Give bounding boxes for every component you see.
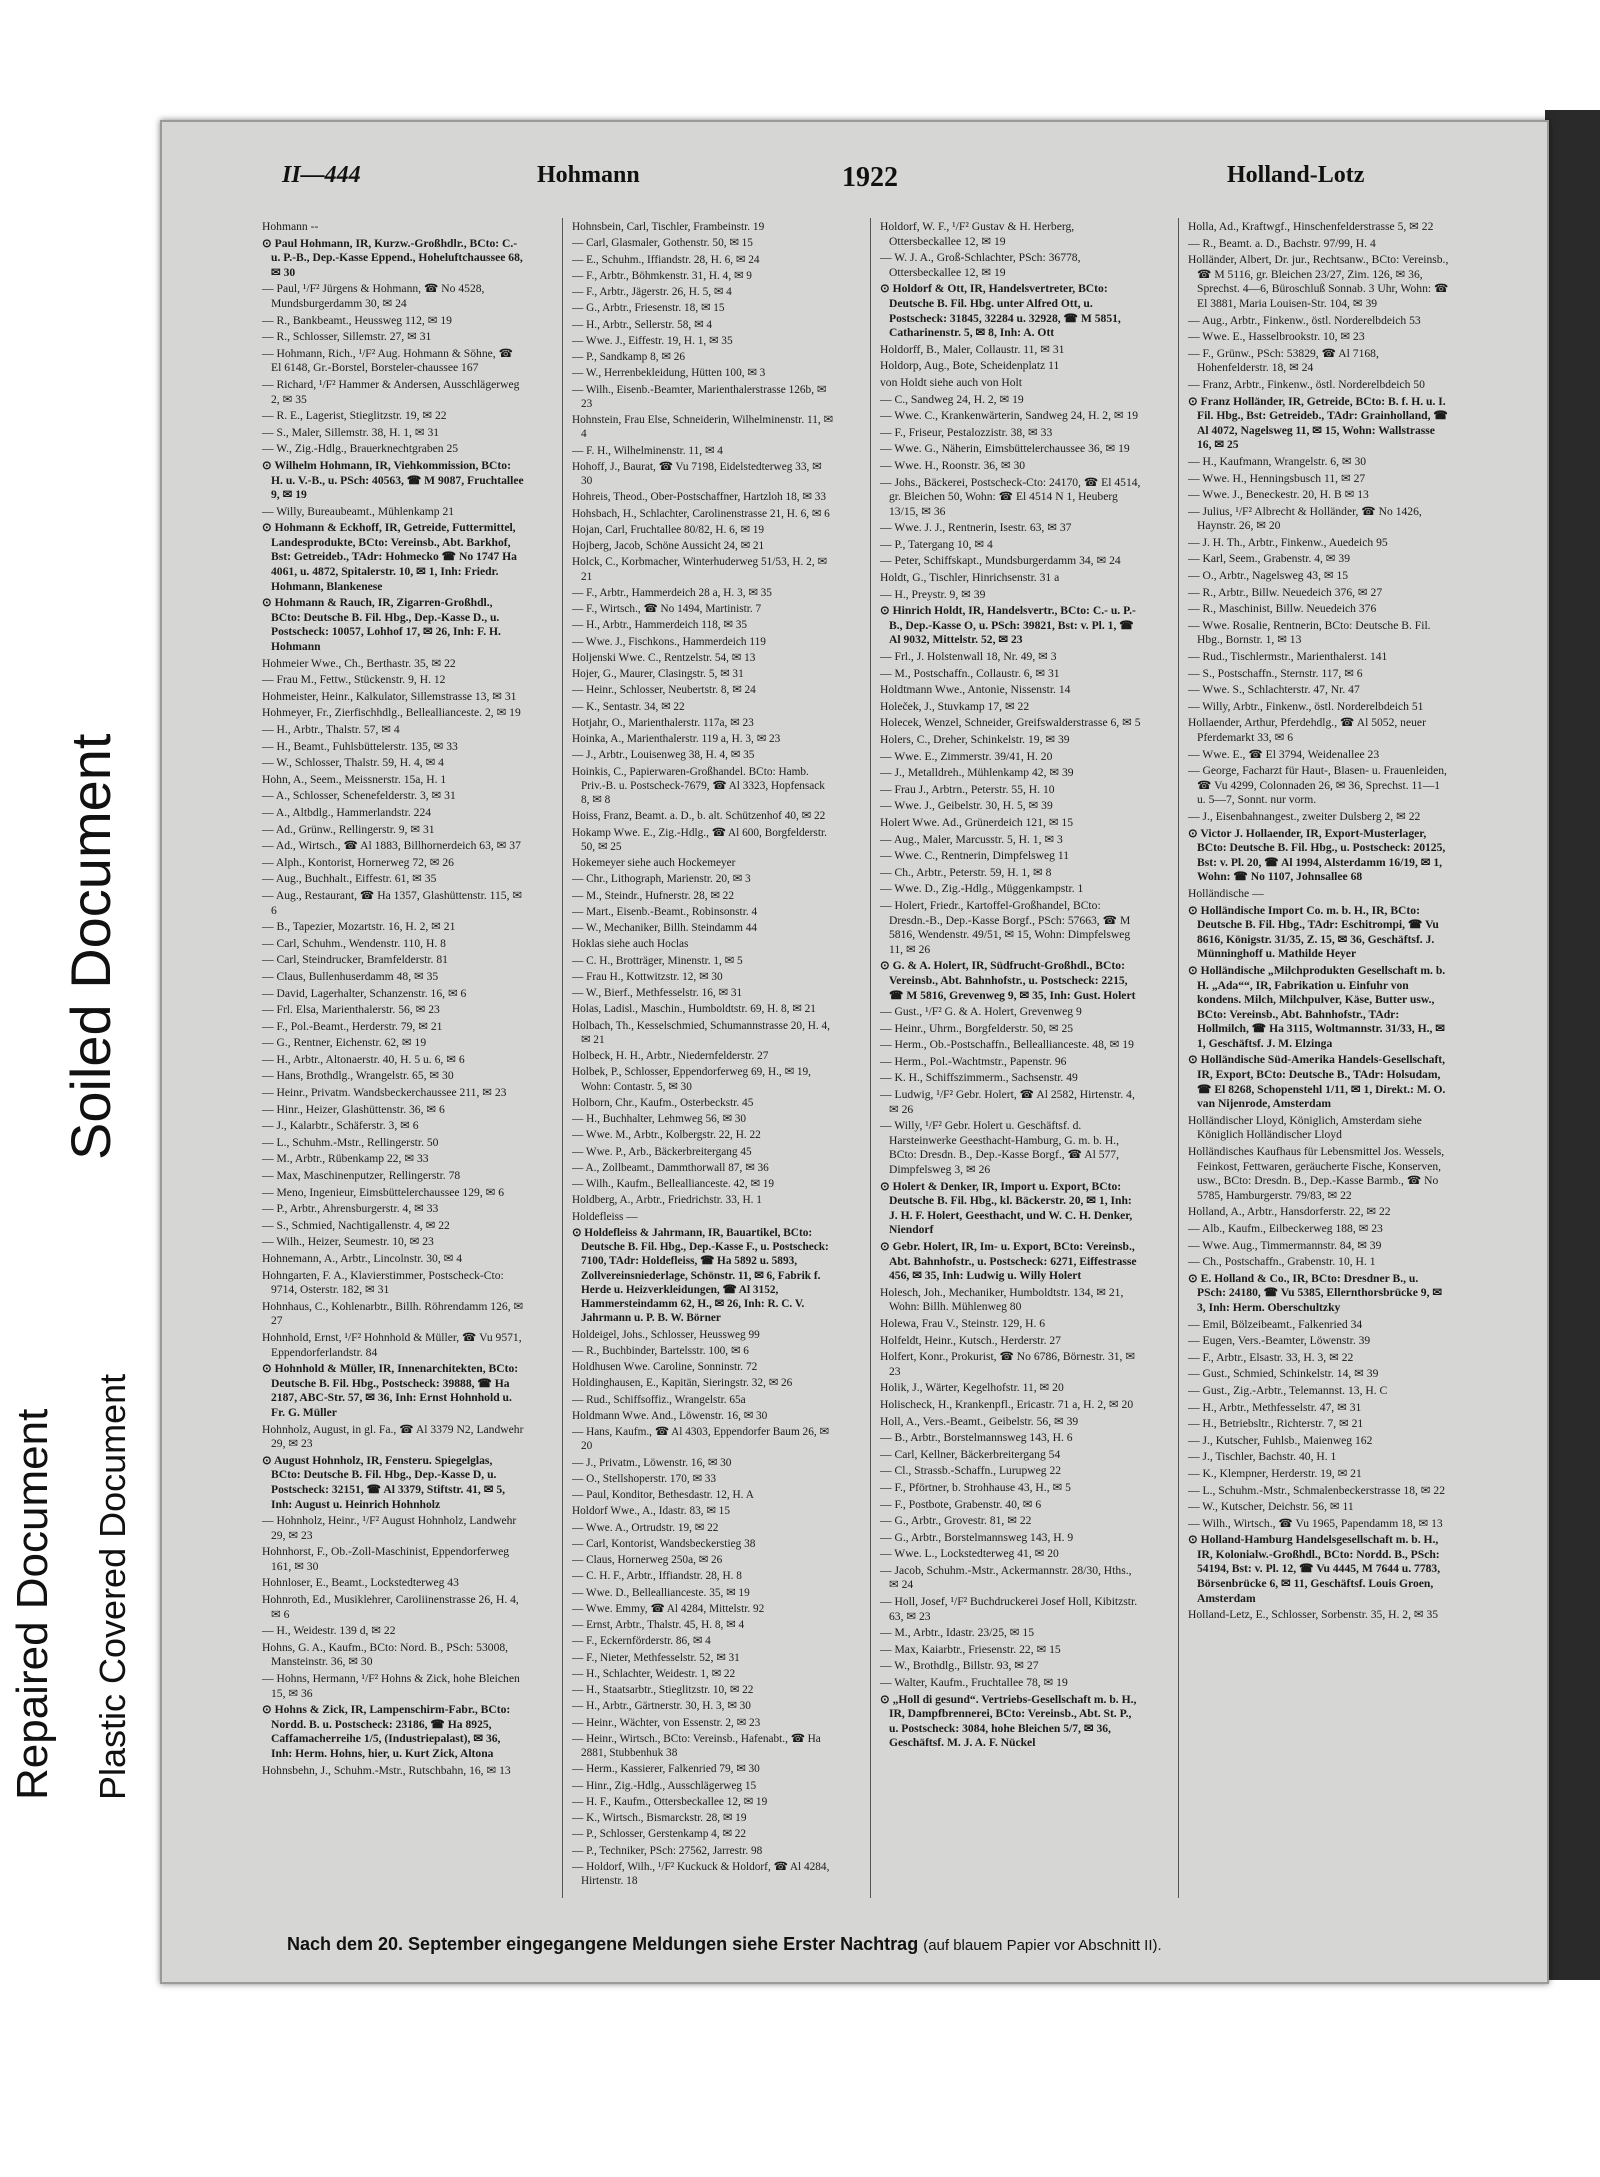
directory-entry: — Gust., Zig.-Arbtr., Telemannst. 13, H. C (1188, 1383, 1388, 1397)
directory-entry: — Eugen, Vers.-Beamter, Löwenstr. 39 (1188, 1334, 1371, 1348)
footer-normal-text: (auf blauem Papier vor Abschnitt II). (923, 1937, 1162, 1954)
directory-entry: — Gust., ¹/F² G. & A. Holert, Grevenweg 9 (880, 1005, 1082, 1019)
header-first-name: Hohmann (537, 162, 640, 188)
directory-entry: — F., Grünw., PSch: 53829, ☎ Al 7168, Hohenfelderstr. 18, ✉ 24 (1188, 346, 1379, 375)
directory-entry: — G., Arbtr., Friesenstr. 18, ✉ 15 (572, 302, 725, 315)
directory-entry: Holeček, J., Stuvkamp 17, ✉ 22 (880, 699, 1030, 713)
directory-entry: — W., Bierf., Methfesselstr. 16, ✉ 31 (572, 987, 743, 999)
directory-entry: ⊙ Hohnhold & Müller, IR, Innenarchitekten, BCto: Deutsche B. Fil. Hbg., Postscheck: 39888, ☎ Ha 2187, ABC-Str. 57, ✉ 36, Inh: Ernst Hohnhold u. Fr. G. Müller (262, 1362, 519, 1419)
directory-entry: Hoklas siehe auch Hoclas (572, 938, 689, 951)
directory-entry: — M., Arbtr., Rübenkamp 22, ✉ 33 (262, 1152, 429, 1166)
directory-entry: Hohsbach, H., Schlachter, Carolinenstrasse 21, H. 6, ✉ 6 (572, 507, 830, 520)
directory-entry: — Peter, Schiffskapt., Mundsburgerdamm 34, ✉ 24 (880, 554, 1121, 568)
directory-entry: Holert Wwe. Ad., Grünerdeich 121, ✉ 15 (880, 815, 1074, 829)
directory-entry: Hojberg, Jacob, Schöne Aussicht 24, ✉ 21 (572, 540, 765, 552)
directory-entry: — Wwe. H., Roonstr. 36, ✉ 30 (880, 458, 1026, 472)
directory-entry: — H., Schlachter, Weidestr. 1, ✉ 22 (572, 1667, 736, 1680)
directory-entry: — Ch., Postschaffn., Grabenstr. 10, H. 1 (1188, 1255, 1376, 1269)
directory-entry: Holl, A., Vers.-Beamt., Geibelstr. 56, ✉ 39 (880, 1414, 1079, 1428)
directory-entry: — P., Tatergang 10, ✉ 4 (880, 537, 993, 551)
directory-entry: — K., Klempner, Herderstr. 19, ✉ 21 (1188, 1466, 1362, 1480)
directory-entry: Hohngarten, F. A., Klavierstimmer, Postscheck-Cto: 9714, Osterstr. 182, ✉ 31 (262, 1268, 504, 1297)
directory-entry: Holla, Ad., Kraftwgf., Hinschenfelderstrasse 5, ✉ 22 (1188, 220, 1434, 233)
directory-entry: Holdorp, Aug., Bote, Scheidenplatz 11 (880, 359, 1060, 373)
directory-entry: Hohmann -- (262, 220, 319, 233)
directory-entry: Holdinghausen, E., Kapitän, Sieringstr. 32, ✉ 26 (572, 1377, 793, 1390)
directory-entry: — Wwe. J., Beneckestr. 20, H. B ✉ 13 (1188, 488, 1369, 502)
directory-entry: — W., Brothdlg., Billstr. 93, ✉ 27 (880, 1659, 1039, 1673)
directory-entry: ⊙ August Hohnholz, IR, Fensteru. Spiegelglas, BCto: Deutsche B. Fil. Hbg., Dep.-Kasse D, u. Postscheck: 32151, ☎ Al 3379, Stiftstr. 41, ✉ 5, Inh: August u. Heinrich Hohnholz (262, 1453, 506, 1511)
directory-entry: ⊙ Hohmann & Eckhoff, IR, Getreide, Futtermittel, Landesprodukte, BCto: Vereinsb., Abt. Barkhof, Bst: Getreideb., TAdr: Hohmecko ☎ No 1747 Ha 4061, u. 4872, Spitalerstr. 10, ✉ 1, Inh: Friedr. Hohmann, Blankenese (262, 521, 517, 593)
directory-entry: Holbeck, H. H., Arbtr., Niedernfelderstr. 27 (572, 1050, 769, 1062)
directory-entry: — Franz, Arbtr., Finkenw., östl. Norderelbdeich 50 (1188, 377, 1425, 391)
directory-entry: — Emil, Bölzeibeamt., Falkenried 34 (1188, 1317, 1363, 1331)
directory-entry: ⊙ Holländische Süd-Amerika Handels-Gesellschaft, IR, Export, BCto: Deutsche B., TAdr: Holsudam, ☎ El 8268, Schopenstehl 1/11, ✉ 1, Direkt.: M. O. van Nijenrode, Amsterdam (1188, 1053, 1446, 1111)
directory-entry: — George, Facharzt für Haut-, Blasen- u. Frauenleiden, ☎ Vu 4299, Colonnaden 26, ✉ 36, Sprechst. 11—1 u. 5—7, Sonnt. nur vorm. (1188, 764, 1447, 807)
directory-entry: — P., Techniker, PSch: 27562, Jarrestr. 98 (572, 1844, 763, 1857)
directory-entry: — Herm., Ob.-Postschaffn., Belleallianceste. 48, ✉ 19 (880, 1038, 1134, 1052)
directory-column-2 (572, 220, 834, 1890)
directory-entry: — Wwe. D., Zig.-Hdlg., Müggenkampstr. 1 (880, 882, 1084, 896)
soiled-document-label: Soiled Document (59, 733, 122, 1160)
directory-entry: — Max, Maschinenputzer, Rellingerstr. 78 (262, 1169, 461, 1183)
directory-entry: — Carl, Kontorist, Wandsbeckerstieg 38 (572, 1537, 756, 1550)
directory-entry: — Wwe. J. J., Rentnerin, Isestr. 63, ✉ 37 (880, 521, 1072, 535)
directory-entry: ⊙ Hinrich Holdt, IR, Handelsvertr., BCto: C.- u. P.-B., Dep.-Kasse O, u. PSch: 39821, Bst: v. Pl. 1, ☎ Al 9032, Mittelstr. 52, ✉ 23 (880, 604, 1136, 647)
directory-entry: Holborn, Chr., Kaufm., Osterbeckstr. 45 (572, 1096, 754, 1109)
directory-entry: — Claus, Hornerweg 250a, ✉ 26 (572, 1554, 723, 1566)
directory-entry: — Heinr., Schlosser, Neubertstr. 8, ✉ 24 (572, 684, 756, 697)
directory-entry: Hoiss, Franz, Beamt. a. D., b. alt. Schützenhof 40, ✉ 22 (572, 810, 826, 823)
directory-entry: — Richard, ¹/F² Hammer & Andersen, Ausschlägerweg 2, ✉ 35 (262, 377, 520, 406)
directory-entry: Holdeigel, Johs., Schlosser, Heussweg 99 (572, 1328, 760, 1341)
directory-entry: Holecek, Wenzel, Schneider, Greifswalderstrasse 6, ✉ 5 (880, 716, 1141, 730)
directory-entry: — Heinr., Uhrm., Borgfelderstr. 50, ✉ 25 (880, 1021, 1074, 1035)
directory-entry: — Wwe. E., ☎ El 3794, Weidenallee 23 (1188, 747, 1380, 761)
header-year: 1922 (842, 162, 898, 193)
directory-entry: Hohnhaus, C., Kohlenarbtr., Billh. Röhrendamm 126, ✉ 27 (262, 1299, 524, 1328)
directory-entry: Holland-Letz, E., Schlosser, Sorbenstr. 35, H. 2, ✉ 35 (1188, 1608, 1439, 1622)
column-rule (1178, 218, 1179, 1898)
directory-entry: — Johs., Bäckerei, Postscheck-Cto: 24170, ☎ El 4514, gr. Bleichen 50, Wohn: ☎ El 4514 N 1, Heuberg 13/15, ✉ 36 (880, 475, 1141, 518)
directory-entry: — H., Arbtr., Hammerdeich 118, ✉ 35 (572, 619, 748, 632)
directory-entry: Hohoff, J., Baurat, ☎ Vu 7198, Eidelstedterweg 33, ✉ 30 (572, 460, 822, 487)
directory-entry: Hollaender, Arthur, Pferdehdlg., ☎ Al 5052, neuer Pferdemarkt 33, ✉ 6 (1188, 716, 1426, 744)
directory-entry: — A., Altbdlg., Hammerlandstr. 224 (262, 805, 432, 819)
directory-entry: Hohnroth, Ed., Musiklehrer, Caroliinenstrasse 26, H. 4, ✉ 6 (262, 1593, 519, 1621)
directory-entry: — Frau J., Arbtrn., Peterstr. 55, H. 10 (880, 782, 1055, 796)
adjacent-page-edge (1545, 110, 1600, 1980)
directory-entry: — Hinr., Zig.-Hdlg., Ausschlägerweg 15 (572, 1779, 757, 1792)
directory-entry: — W. J. A., Groß-Schlachter, PSch: 36778, Ottersbeckallee 12, ✉ 19 (880, 251, 1081, 279)
directory-entry: — Wwe. G., Näherin, Eimsbüttelerchaussee 36, ✉ 19 (880, 442, 1130, 456)
directory-entry: Holfert, Konr., Prokurist, ☎ No 6786, Börnestr. 31, ✉ 23 (880, 1350, 1136, 1378)
directory-entry: — Alph., Kontorist, Hornerweg 72, ✉ 26 (262, 855, 454, 869)
directory-entry: — Wwe. S., Schlachterstr. 47, Nr. 47 (1188, 683, 1360, 697)
directory-entry: — B., Tapezier, Mozartstr. 16, H. 2, ✉ 21 (262, 920, 456, 934)
directory-entry: — H., Arbtr., Thalstr. 57, ✉ 4 (262, 723, 400, 736)
directory-entry: Holländer, Albert, Dr. jur., Rechtsanw., BCto: Vereinsb., ☎ M 5116, gr. Bleichen 23/27, Zim. 126, ✉ 36, Sprechst. 4—6, Büroschluß Sonnab. 3 Uhr, Wohn: ☎ El 3881, Maria Louisen-Str. 104, ✉ 39 (1188, 253, 1449, 310)
directory-entry: Holländischer Lloyd, Königlich, Amsterdam siehe Königlich Holländischer Lloyd (1188, 1113, 1422, 1142)
directory-entry: Holland, A., Arbtr., Hansdorferstr. 22, ✉ 22 (1188, 1205, 1391, 1219)
directory-entry: ⊙ Wilhelm Hohmann, IR, Viehkommission, BCto: H. u. V.-B., u. PSch: 40563, ☎ M 9087, Fruchtallee 9, ✉ 19 (262, 458, 524, 502)
directory-entry: Holjenski Wwe. C., Rentzelstr. 54, ✉ 13 (572, 651, 756, 664)
directory-entry: — M., Steindr., Hufnerstr. 28, ✉ 22 (572, 889, 734, 902)
directory-entry: — C. H., Brotträger, Minenstr. 1, ✉ 5 (572, 954, 743, 967)
directory-entry: — Wwe. Aug., Timmermannstr. 84, ✉ 39 (1188, 1238, 1382, 1252)
directory-entry: — H., Arbtr., Gärtnerstr. 30, H. 3, ✉ 30 (572, 1700, 751, 1713)
directory-entry: — S., Postschaffn., Sternstr. 117, ✉ 6 (1188, 666, 1363, 680)
directory-entry: — W., Zig.-Hdlg., Brauerknechtgraben 25 (262, 442, 459, 456)
directory-entry: — O., Arbtr., Nagelsweg 43, ✉ 15 (1188, 569, 1349, 583)
directory-entry: ⊙ Holländische „Milchprodukten Gesellschaft m. b. H. „Ada““, IR, Fabrikation u. Einfuhr von kondens. Milch, Milchpulver, Käse, Butter usw., BCto: Vereinsb., Abt. Bahnhofstr., TAdr: Hollmilch, ☎ Ha 3115, Woltmannstr. 31/33, H., ✉ 1, Geschäftsf. J. M. Elzinga (1188, 963, 1446, 1050)
repaired-document-label: Repaired Document (8, 1408, 57, 1800)
directory-entry: — Hohmann, Rich., ¹/F² Aug. Hohmann & Söhne, ☎ El 6148, Gr.-Borstel, Borsteler-chaussee 167 (262, 346, 514, 375)
directory-entry: — R., Arbtr., Billw. Neuedeich 376, ✉ 27 (1188, 585, 1383, 599)
directory-entry: Hohns, G. A., Kaufm., BCto: Nord. B., PSch: 53008, Mansteinstr. 36, ✉ 30 (262, 1640, 509, 1669)
directory-entry: — Claus, Bullenhuserdamm 48, ✉ 35 (262, 969, 439, 983)
directory-entry: Holdefleiss — (572, 1210, 638, 1223)
directory-entry: — Ernst, Arbtr., Thalstr. 45, H. 8, ✉ 4 (572, 1619, 745, 1631)
directory-entry: — Willy, Bureaubeamt., Mühlenkamp 21 (262, 504, 455, 518)
footer-note (287, 1934, 1487, 1955)
directory-entry: — Max, Kaiarbtr., Friesenstr. 22, ✉ 15 (880, 1642, 1061, 1656)
directory-entry: — Carl, Kellner, Bäckerbreitergang 54 (880, 1447, 1061, 1461)
directory-entry: Hojer, G., Maurer, Clasingstr. 5, ✉ 31 (572, 668, 744, 680)
directory-entry: Holbek, P., Schlosser, Eppendorferweg 69, H., ✉ 19, Wohn: Contastr. 5, ✉ 30 (572, 1066, 811, 1093)
directory-entry: — Wwe. C., Rentnerin, Dimpfelsweg 11 (880, 849, 1070, 863)
directory-entry: — W., Mechaniker, Billh. Steindamm 44 (572, 922, 757, 934)
directory-entry: — Wwe. A., Ortrudstr. 19, ✉ 22 (572, 1521, 719, 1534)
directory-entry: — Aug., Buchhalt., Eiffestr. 61, ✉ 35 (262, 872, 437, 886)
directory-entry: Holdmann Wwe. And., Löwenstr. 16, ✉ 30 (572, 1409, 768, 1422)
directory-entry: — Wwe. J., Eiffestr. 19, H. 1, ✉ 35 (572, 334, 733, 347)
directory-entry: — Meno, Ingenieur, Eimsbüttelerchaussee 129, ✉ 6 (262, 1185, 505, 1199)
directory-entry: — R., Schlosser, Sillemstr. 27, ✉ 31 (262, 330, 432, 344)
directory-entry: — Wilh., Kaufm., Belleallianceste. 42, ✉ 19 (572, 1178, 775, 1190)
directory-entry: — Frau H., Kottwitzstr. 12, ✉ 30 (572, 970, 723, 983)
directory-entry: — Heinr., Privatm. Wandsbeckerchaussee 211, ✉ 23 (262, 1086, 507, 1100)
directory-entry: — Wwe. L., Lockstedterweg 41, ✉ 20 (880, 1547, 1059, 1561)
directory-entry: Holdtmann Wwe., Antonie, Nissenstr. 14 (880, 683, 1071, 697)
directory-entry: — Rud., Schiffsoffiz., Wrangelstr. 65a (572, 1393, 746, 1406)
directory-entry: Holdberg, A., Arbtr., Friedrichstr. 33, H. 1 (572, 1194, 762, 1207)
directory-entry: — C. H. F., Arbtr., Iffiandstr. 28, H. 8 (572, 1570, 742, 1583)
directory-entry: Hohnstein, Frau Else, Schneiderin, Wilhelminenstr. 11, ✉ 4 (572, 414, 833, 441)
directory-entry: ⊙ Paul Hohmann, IR, Kurzw.-Großhdlr., BCto: C.- u. P.-B., Dep.-Kasse Eppend., Hoheluftchaussee 68, ✉ 30 (262, 236, 523, 279)
directory-entry: ⊙ Holdefleiss & Jahrmann, IR, Bauartikel, BCto: Deutsche B. Fil. Hbg., Dep.-Kasse F., u. Postscheck: 7100, TAdr: Holdefleiss, ☎ Ha 5892 u. 5893, Zollvereinsniederlage, Schönstr. 11, ✉ 6, Fabrik f. Herde u. Heizverkleidungen, ☎ Al 3152, Hammersteindamm 62, H., ✉ 26, Inh: R. C. V. Jahrmann u. P. B. W. Börner (572, 1226, 829, 1325)
directory-entry: ⊙ G. & A. Holert, IR, Südfrucht-Großhdl., BCto: Vereinsb., Abt. Bahnhofstr., u. Postscheck: 2215, ☎ M 5816, Grevenweg 9, ✉ 35, Inh: Gust. Holert (880, 959, 1136, 1002)
directory-entry: — S., Maler, Sillemstr. 38, H. 1, ✉ 31 (262, 425, 440, 439)
directory-entry: — F., Eckernförderstr. 86, ✉ 4 (572, 1635, 711, 1648)
directory-entry: — Wwe. E., Hasselbrookstr. 10, ✉ 23 (1188, 330, 1365, 344)
directory-entry: — J., Tischler, Bachstr. 40, H. 1 (1188, 1450, 1337, 1464)
column-rule (562, 218, 563, 1898)
directory-entry: — Wwe. J., Geibelstr. 30, H. 5, ✉ 39 (880, 799, 1053, 813)
directory-entry: — Ad., Grünw., Rellingerstr. 9, ✉ 31 (262, 822, 435, 836)
directory-entry: Holik, J., Wärter, Kegelhofstr. 11, ✉ 20 (880, 1381, 1064, 1395)
directory-entry: — W., Herrenbekleidung, Hütten 100, ✉ 3 (572, 367, 766, 380)
directory-entry: — Wwe. Emmy, ☎ Al 4284, Mittelstr. 92 (572, 1602, 765, 1615)
directory-entry: — Hinr., Heizer, Glashüttenstr. 36, ✉ 6 (262, 1102, 445, 1116)
directory-entry: — H., Kaufmann, Wrangelstr. 6, ✉ 30 (1188, 454, 1367, 468)
directory-column-3 (880, 220, 1142, 1753)
directory-entry: — Ludwig, ¹/F² Gebr. Holert, ☎ Al 2582, Hirtenstr. 4, ✉ 26 (880, 1088, 1135, 1116)
directory-entry: — H., Betriebsltr., Richterstr. 7, ✉ 21 (1188, 1417, 1364, 1431)
directory-entry: — O., Stellshoperstr. 170, ✉ 33 (572, 1472, 717, 1485)
directory-entry: — Jacob, Schuhm.-Mstr., Ackermannstr. 28/30, Hths., ✉ 24 (880, 1563, 1132, 1592)
directory-entry: — K. H., Schiffszimmerm., Sachsenstr. 49 (880, 1071, 1078, 1085)
directory-entry: Holdhusen Wwe. Caroline, Sonninstr. 72 (572, 1361, 758, 1373)
directory-entry: Holdorf, W. F., ¹/F² Gustav & H. Herberg, Ottersbeckallee 12, ✉ 19 (880, 220, 1075, 248)
directory-entry: — J., Kutscher, Fuhlsb., Maienweg 162 (1188, 1433, 1373, 1447)
directory-entry: — M., Arbtr., Idastr. 23/25, ✉ 15 (880, 1626, 1034, 1640)
directory-entry: — P., Arbtr., Ahrensburgerstr. 4, ✉ 33 (262, 1202, 439, 1216)
directory-entry: — Karl, Seem., Grabenstr. 4, ✉ 39 (1188, 552, 1351, 566)
directory-entry: — R., Beamt. a. D., Bachstr. 97/99, H. 4 (1188, 236, 1376, 250)
directory-entry: — S., Schmied, Nachtigallenstr. 4, ✉ 22 (262, 1218, 450, 1232)
column-rule (870, 218, 871, 1898)
directory-entry: — Heinr., Wächter, von Essenstr. 2, ✉ 23 (572, 1716, 761, 1729)
directory-entry: Holbach, Th., Kesselschmied, Schumannstrasse 20, H. 4, ✉ 21 (572, 1019, 831, 1046)
directory-entry: — M., Postschaffn., Collaustr. 6, ✉ 31 (880, 666, 1060, 680)
directory-entry: — F., Arbtr., Jägerstr. 26, H. 5, ✉ 4 (572, 286, 732, 298)
directory-entry: — Wwe. Rosalie, Rentnerin, BCto: Deutsche B. Fil. Hbg., Bornstr. 1, ✉ 13 (1188, 618, 1431, 647)
directory-entry: — L., Schuhm.-Mstr., Schmalenbeckerstrasse 18, ✉ 22 (1188, 1483, 1446, 1497)
directory-entry: Hohnhorst, F., Ob.-Zoll-Maschinist, Eppendorferweg 161, ✉ 30 (262, 1545, 510, 1573)
directory-entry: — Rud., Tischlermstr., Marienthalerst. 141 (1188, 650, 1388, 664)
directory-entry: Holdorf Wwe., A., Idastr. 83, ✉ 15 (572, 1505, 730, 1518)
directory-entry: — Ad., Wirtsch., ☎ Al 1883, Billhornerdeich 63, ✉ 37 (262, 839, 521, 853)
directory-entry: — W., Schlosser, Thalstr. 59, H. 4, ✉ 4 (262, 756, 444, 770)
directory-entry: Holischeck, H., Krankenpfl., Ericastr. 71 a, H. 2, ✉ 20 (880, 1397, 1134, 1411)
directory-entry: — Walter, Kaufm., Fruchtallee 78, ✉ 19 (880, 1676, 1068, 1690)
plastic-covered-label: Plastic Covered Document (92, 1373, 133, 1800)
directory-entry: — F., Arbtr., Hammerdeich 28 a, H. 3, ✉ 35 (572, 586, 772, 599)
directory-entry: — H., Arbtr., Sellerstr. 58, ✉ 4 (572, 318, 713, 331)
directory-entry: — Willy, Arbtr., Finkenw., östl. Norderelbdeich 51 (1188, 699, 1424, 713)
directory-entry: ⊙ Franz Holländer, IR, Getreide, BCto: B. f. H. u. I. Fil. Hbg., Bst: Getreideb., TAdr: Grainholland, ☎ Al 4072, Nagelsweg 11, ✉ 15, Wohn: Wallstrasse 16, ✉ 25 (1188, 394, 1448, 452)
directory-entry: — J. H. Th., Arbtr., Finkenw., Auedeich 95 (1188, 535, 1388, 549)
directory-entry: — H., Preystr. 9, ✉ 39 (880, 587, 986, 601)
directory-entry: — Wilh., Wirtsch., ☎ Vu 1965, Papendamm 18, ✉ 13 (1188, 1516, 1443, 1530)
directory-entry: — J., Metalldreh., Mühlenkamp 42, ✉ 39 (880, 766, 1074, 780)
directory-entry: — P., Sandkamp 8, ✉ 26 (572, 351, 686, 363)
directory-entry: — P., Schlosser, Gerstenkamp 4, ✉ 22 (572, 1828, 747, 1841)
directory-entry: — J., Privatm., Löwenstr. 16, ✉ 30 (572, 1456, 732, 1469)
directory-entry: Hohreis, Theod., Ober-Postschaffner, Hartzloh 18, ✉ 33 (572, 491, 827, 504)
directory-entry: — Wwe. J., Fischkons., Hammerdeich 119 (572, 635, 766, 648)
directory-entry: — David, Lagerhalter, Schanzenstr. 16, ✉ 6 (262, 986, 467, 1000)
directory-entry: — Aug., Arbtr., Finkenw., östl. Norderelbdeich 53 (1188, 313, 1421, 327)
directory-entry: Holck, C., Korbmacher, Winterhuderweg 51/53, H. 2, ✉ 21 (572, 556, 827, 583)
directory-entry: Hohnemann, A., Arbtr., Lincolnstr. 30, ✉ 4 (262, 1252, 463, 1265)
directory-entry: — Frau M., Fettw., Stückenstr. 9, H. 12 (262, 673, 446, 687)
directory-entry: — Wwe. H., Henningsbusch 11, ✉ 27 (1188, 471, 1366, 485)
directory-entry: Hohnholz, August, in gl. Fa., ☎ Al 3379 N2, Landwehr 29, ✉ 23 (262, 1422, 524, 1451)
directory-entry: — F., Pol.-Beamt., Herderstr. 79, ✉ 21 (262, 1019, 443, 1033)
directory-entry: ⊙ Hohmann & Rauch, IR, Zigarren-Großhdl., BCto: Deutsche B. Fil. Hbg., Dep.-Kasse D., u. Postscheck: 10057, Lohhof 17, ✉ 26, Inh: F. H. Hohmann (262, 596, 501, 654)
directory-entry: — A., Schlosser, Schenefelderstr. 3, ✉ 31 (262, 789, 456, 803)
directory-entry: — Holdorf, Wilh., ¹/F² Kuckuck & Holdorf, ☎ Al 4284, Hirtenstr. 18 (572, 1860, 830, 1887)
directory-entry: Hohmeier Wwe., Ch., Berthastr. 35, ✉ 22 (262, 656, 456, 670)
directory-entry: — R. E., Lagerist, Stieglitzstr. 19, ✉ 22 (262, 409, 447, 423)
directory-page (160, 120, 1549, 1984)
directory-entry: — Hans, Kaufm., ☎ Al 4303, Eppendorfer Baum 26, ✉ 20 (572, 1426, 829, 1453)
directory-entry: — Aug., Maler, Marcusstr. 5, H. 1, ✉ 3 (880, 832, 1063, 846)
directory-entry: Hohn, A., Seem., Meissnerstr. 15a, H. 1 (262, 772, 447, 786)
directory-entry: Holländisches Kaufhaus für Lebensmittel Jos. Wessels, Feinkost, Fettwaren, geräucherte Fische, Konserven, usw., BCto: Dresdn. B., Dep.-Kasse Barmb., ☎ No 5785, Hamburgerstr. 79/83, ✉ 22 (1188, 1145, 1445, 1202)
directory-entry: — Carl, Steindrucker, Bramfelderstr. 81 (262, 953, 448, 967)
directory-entry: — J., Arbtr., Louisenweg 38, H. 4, ✉ 35 (572, 749, 755, 762)
directory-entry: ⊙ Holdorf & Ott, IR, Handelsvertreter, BCto: Deutsche B. Fil. Hbg. unter Alfred Ott, u. Postscheck: 31845, 32284 u. 32928, ☎ M 5851, Catharinenstr. 5, ✉ 8, Inh: A. Ott (880, 282, 1121, 340)
directory-entry: — Hans, Brothdlg., Wrangelstr. 65, ✉ 30 (262, 1069, 454, 1083)
directory-entry: — Alb., Kaufm., Eilbeckerweg 188, ✉ 23 (1188, 1222, 1383, 1235)
directory-entry: — B., Arbtr., Borstelmannsweg 143, H. 6 (880, 1431, 1073, 1445)
directory-entry: Hojan, Carl, Fruchtallee 80/82, H. 6, ✉ 19 (572, 523, 765, 536)
directory-entry: — F., Nieter, Methfesselstr. 52, ✉ 31 (572, 1651, 740, 1664)
directory-entry: — Mart., Eisenb.-Beamt., Robinsonstr. 4 (572, 905, 758, 918)
directory-entry: — H., Arbtr., Methfesselstr. 47, ✉ 31 (1188, 1400, 1362, 1414)
directory-entry: ⊙ Holländische Import Co. m. b. H., IR, BCto: Deutsche B. Fil. Hbg., TAdr: Eschitrompi, ☎ Vu 8616, Königstr. 31/35, Z. 15, ✉ 36, Geschäftsf. J. Münninghoff u. Mathilde Heyer (1188, 903, 1439, 961)
directory-entry: — Holl, Josef, ¹/F² Buchdruckerei Josef Holl, Kibitzstr. 63, ✉ 23 (880, 1595, 1138, 1623)
directory-entry: — Wwe. D., Belleallianceste. 35, ✉ 19 (572, 1586, 750, 1599)
directory-entry: — Paul, Konditor, Bethesdastr. 12, H. A (572, 1489, 754, 1501)
directory-entry: — W., Kutscher, Deichstr. 56, ✉ 11 (1188, 1500, 1354, 1514)
directory-entry: Holfeldt, Heinr., Kutsch., Herderstr. 27 (880, 1333, 1061, 1347)
directory-entry: — G., Arbtr., Borstelmannsweg 143, H. 9 (880, 1530, 1074, 1544)
directory-entry: — Willy, ¹/F² Gebr. Holert u. Geschäftsf. d. Harsteinwerke Geesthacht-Hamburg, G. m. b. H., BCto: Dresdn. B., Dep.-Kasse Borgf., ☎ Al 577, Dimpfelsweg 3, ✉ 26 (880, 1119, 1119, 1177)
directory-entry: — F. H., Wilhelminenstr. 11, ✉ 4 (572, 444, 723, 457)
directory-entry: Hohnhold, Ernst, ¹/F² Hohnhold & Müller, ☎ Vu 9571, Eppendorferlandstr. 84 (262, 1330, 522, 1359)
directory-entry: — Wwe. M., Arbtr., Kolbergstr. 22, H. 22 (572, 1129, 761, 1142)
directory-entry: — Paul, ¹/F² Jürgens & Hohmann, ☎ No 4528, Mundsburgerdamm 30, ✉ 24 (262, 282, 485, 310)
directory-entry: Hoinkis, C., Papierwaren-Großhandel. BCto: Hamb. Priv.-B. u. Postscheck-7679, ☎ Al 3323, Hopfensack 8, ✉ 8 (572, 765, 825, 806)
directory-entry: Holewa, Frau V., Steinstr. 129, H. 6 (880, 1316, 1046, 1330)
directory-entry: — Wwe. P., Arb., Bäckerbreitergang 45 (572, 1145, 752, 1158)
directory-entry: — Frl. Elsa, Marienthalerstr. 56, ✉ 23 (262, 1003, 440, 1017)
directory-entry: ⊙ Holland-Hamburg Handelsgesellschaft m. b. H., IR, Kolonialw.-Großhdl., BCto: Nordd. B., PSch: 54194, Bst: v. Pl. 12, ☎ Vu 4445, M 7644 u. 7783, Börsenbrücke 6, ✉ 11, Geschäftsf. Louis Groen, Amsterdam (1188, 1533, 1441, 1605)
directory-entry: — Holert, Friedr., Kartoffel-Großhandel, BCto: Dresdn.-B., Dep.-Kasse Borgf., PSch: 57663, ☎ M 5816, Wendenstr. 49/51, ✉ 15, Wohn: Dimpfelsweg 11, ✉ 26 (880, 898, 1131, 956)
directory-entry: Holas, Ladisl., Maschin., Humboldtstr. 69, H. 8, ✉ 21 (572, 1003, 816, 1016)
directory-entry: — Wilh., Heizer, Seumestr. 10, ✉ 23 (262, 1235, 434, 1249)
directory-entry: — J., Kalarbtr., Schäferstr. 3, ✉ 6 (262, 1119, 419, 1133)
directory-entry: — F., Arbtr., Böhmkenstr. 31, H. 4, ✉ 9 (572, 269, 752, 282)
directory-entry: — Gust., Schmied, Schinkelstr. 14, ✉ 39 (1188, 1367, 1379, 1381)
directory-entry: Hohnsbein, Carl, Tischler, Frambeinstr. 19 (572, 221, 765, 233)
directory-entry: — Herm., Pol.-Wachtmstr., Papenstr. 96 (880, 1054, 1067, 1068)
page-header (282, 162, 1412, 202)
directory-entry: — Ch., Arbtr., Peterstr. 59, H. 1, ✉ 8 (880, 865, 1052, 879)
directory-entry: ⊙ „Holl di gesund“. Vertriebs-Gesellschaft m. b. H., IR, Dampfbrennerei, BCto: Vereinsb., Abt. St. P., u. Postscheck: 3084, hohe Bleichen 5/7, ✉ 36, Geschäftsf. M. J. A. F. Nückel (880, 1692, 1137, 1750)
directory-entry: ⊙ E. Holland & Co., IR, BCto: Dresdner B., u. PSch: 24180, ☎ Vu 5385, Ellernthorsbrücke 9, ✉ 3, Inh: Herm. Oberschultzky (1188, 1271, 1443, 1314)
directory-entry: — Julius, ¹/F² Albrecht & Holländer, ☎ No 1426, Haynstr. 26, ✉ 20 (1188, 504, 1422, 533)
footer-bold-text: Nach dem 20. September eingegangene Meldungen siehe Erster Nachtrag (287, 1934, 919, 1954)
directory-entry: — Carl, Glasmaler, Gothenstr. 50, ✉ 15 (572, 237, 753, 250)
directory-entry: — Aug., Restaurant, ☎ Ha 1357, Glashüttenstr. 115, ✉ 6 (262, 888, 523, 917)
directory-entry: — F., Postbote, Grabenstr. 40, ✉ 6 (880, 1497, 1042, 1511)
directory-entry: Holländische — (1188, 886, 1264, 900)
directory-entry: — J., Eisenbahnangest., zweiter Dulsberg 2, ✉ 22 (1188, 809, 1421, 823)
page-number: II—444 (282, 162, 361, 188)
directory-entry: Hohmeyer, Fr., Zierfischhdlg., Belleallianceste. 2, ✉ 19 (262, 706, 521, 720)
directory-entry: Hotjahr, O., Marienthalerstr. 117a, ✉ 23 (572, 716, 754, 729)
directory-entry: — R., Bankbeamt., Heussweg 112, ✉ 19 (262, 313, 452, 327)
directory-entry: ⊙ Gebr. Holert, IR, Im- u. Export, BCto: Vereinsb., Abt. Bahnhofstr., u. Postscheck: 6271, Eiffestrasse 456, ✉ 35, Inh: Ludwig u. Willy Holert (880, 1240, 1137, 1283)
directory-entry: — H., Weidestr. 139 d, ✉ 22 (262, 1624, 396, 1638)
directory-entry: — G., Rentner, Eichenstr. 62, ✉ 19 (262, 1036, 427, 1050)
directory-entry: — F., Friseur, Pestalozzistr. 38, ✉ 33 (880, 425, 1053, 439)
directory-entry: — H., Staatsarbtr., Stieglitzstr. 10, ✉ 22 (572, 1684, 754, 1696)
directory-entry: — H., Beamt., Fuhlsbüttelerstr. 135, ✉ 33 (262, 739, 458, 753)
directory-entry: ⊙ Victor J. Hollaender, IR, Export-Musterlager, BCto: Deutsche B. Fil. Hbg., u. Postscheck: 20125, Bst: v. Pl. 20, ☎ Al 1994, Alsterdamm 16/19, ✉ 1, Wohn: ☎ No 1107, Johnsallee 68 (1188, 826, 1446, 884)
directory-entry: — F., Arbtr., Elsastr. 33, H. 3, ✉ 22 (1188, 1350, 1354, 1364)
directory-column-1 (262, 220, 524, 1780)
directory-entry: ⊙ Holert & Denker, IR, Import u. Export, BCto: Deutsche B. Fil. Hbg., kl. Bäckerstr. 20, ✉ 1, Inh: J. H. F. Holert, Geesthacht, und W. C. H. Denker, Niendorf (880, 1179, 1133, 1237)
directory-entry: — C., Sandweg 24, H. 2, ✉ 19 (880, 392, 1024, 406)
directory-entry: — E., Schuhm., Iffiandstr. 28, H. 6, ✉ 24 (572, 253, 760, 266)
directory-entry: — K., Sentastr. 34, ✉ 22 (572, 700, 685, 713)
directory-entry: Hohnloser, E., Beamt., Lockstedterweg 43 (262, 1576, 459, 1590)
directory-entry: Holers, C., Dreher, Schinkelstr. 19, ✉ 39 (880, 733, 1070, 746)
directory-entry: — Cl., Strassb.-Schaffn., Lurupweg 22 (880, 1464, 1062, 1478)
directory-entry: — R., Maschinist, Billw. Neuedeich 376 (1188, 602, 1377, 616)
directory-entry: — G., Arbtr., Grovestr. 81, ✉ 22 (880, 1514, 1032, 1528)
directory-entry: — A., Zollbeamt., Dammthorwall 87, ✉ 36 (572, 1161, 769, 1174)
directory-entry: Holdorff, B., Maler, Collaustr. 11, ✉ 31 (880, 342, 1065, 356)
directory-entry: Hokemeyer siehe auch Hockemeyer (572, 857, 736, 869)
header-last-name: Holland-Lotz (1227, 162, 1365, 188)
directory-entry: Hoinka, A., Marienthalerstr. 119 a, H. 3, ✉ 23 (572, 733, 781, 745)
directory-entry: — Chr., Lithograph, Marienstr. 20, ✉ 3 (572, 873, 751, 886)
directory-entry: — H. F., Kaufm., Ottersbeckallee 12, ✉ 19 (572, 1795, 768, 1808)
directory-entry: — Hohnholz, Heinr., ¹/F² August Hohnholz, Landwehr 29, ✉ 23 (262, 1514, 517, 1542)
directory-entry: von Holdt siehe auch von Holt (880, 375, 1023, 389)
directory-entry: Hohmeister, Heinr., Kalkulator, Sillemstrasse 13, ✉ 31 (262, 689, 517, 703)
directory-entry: Hokamp Wwe. E., Zig.-Hdlg., ☎ Al 600, Borgfelderstr. 50, ✉ 25 (572, 826, 827, 853)
directory-entry: — Carl, Schuhm., Wendenstr. 110, H. 8 (262, 936, 446, 950)
directory-entry: — R., Buchbinder, Bartelsstr. 100, ✉ 6 (572, 1344, 749, 1357)
directory-entry: — Herm., Kassierer, Falkenried 79, ✉ 30 (572, 1763, 760, 1776)
directory-column-4 (1188, 220, 1450, 1625)
directory-entry: — H., Arbtr., Altonaerstr. 40, H. 5 u. 6, ✉ 6 (262, 1052, 465, 1066)
directory-entry: — Heinr., Wirtsch., BCto: Vereinsb., Hafenabt., ☎ Ha 2881, Stubbenhuk 38 (572, 1732, 821, 1759)
directory-entry: — F., Pförtner, b. Strohhause 43, H., ✉ 5 (880, 1480, 1071, 1494)
directory-entry: — K., Wirtsch., Bismarckstr. 28, ✉ 19 (572, 1812, 747, 1824)
directory-entry: Hohnsbehn, J., Schuhm.-Mstr., Rutschbahn, 16, ✉ 13 (262, 1763, 511, 1777)
directory-entry: — Wilh., Eisenb.-Beamter, Marienthalerstrasse 126b, ✉ 23 (572, 383, 827, 410)
directory-entry: ⊙ Hohns & Zick, IR, Lampenschirm-Fabr., BCto: Nordd. B. u. Postscheck: 23186, ☎ Ha 8925, Caffamacherreihe 1/5, (Industriepalast), ✉ 36, Inh: Herm. Hohns, hier, u. Kurt Zick, Altona (262, 1703, 511, 1760)
directory-entry: — L., Schuhm.-Mstr., Rellingerstr. 50 (262, 1135, 439, 1149)
directory-entry: Holesch, Joh., Mechaniker, Humboldtstr. 134, ✉ 21, Wohn: Billh. Mühlenweg 80 (880, 1285, 1124, 1314)
directory-entry: — F., Wirtsch., ☎ No 1494, Martinistr. 7 (572, 603, 762, 615)
directory-entry: — H., Buchhalter, Lehmweg 56, ✉ 30 (572, 1113, 747, 1125)
directory-entry: Holdt, G., Tischler, Hinrichsenstr. 31 a (880, 571, 1060, 585)
directory-entry: — Wwe. E., Zimmerstr. 39/41, H. 20 (880, 749, 1053, 763)
directory-entry: — Hohns, Hermann, ¹/F² Hohns & Zick, hohe Bleichen 15, ✉ 36 (262, 1672, 520, 1700)
directory-entry: — Wwe. C., Krankenwärterin, Sandweg 24, H. 2, ✉ 19 (880, 409, 1139, 423)
directory-entry: — Frl., J. Holstenwall 18, Nr. 49, ✉ 3 (880, 650, 1057, 664)
